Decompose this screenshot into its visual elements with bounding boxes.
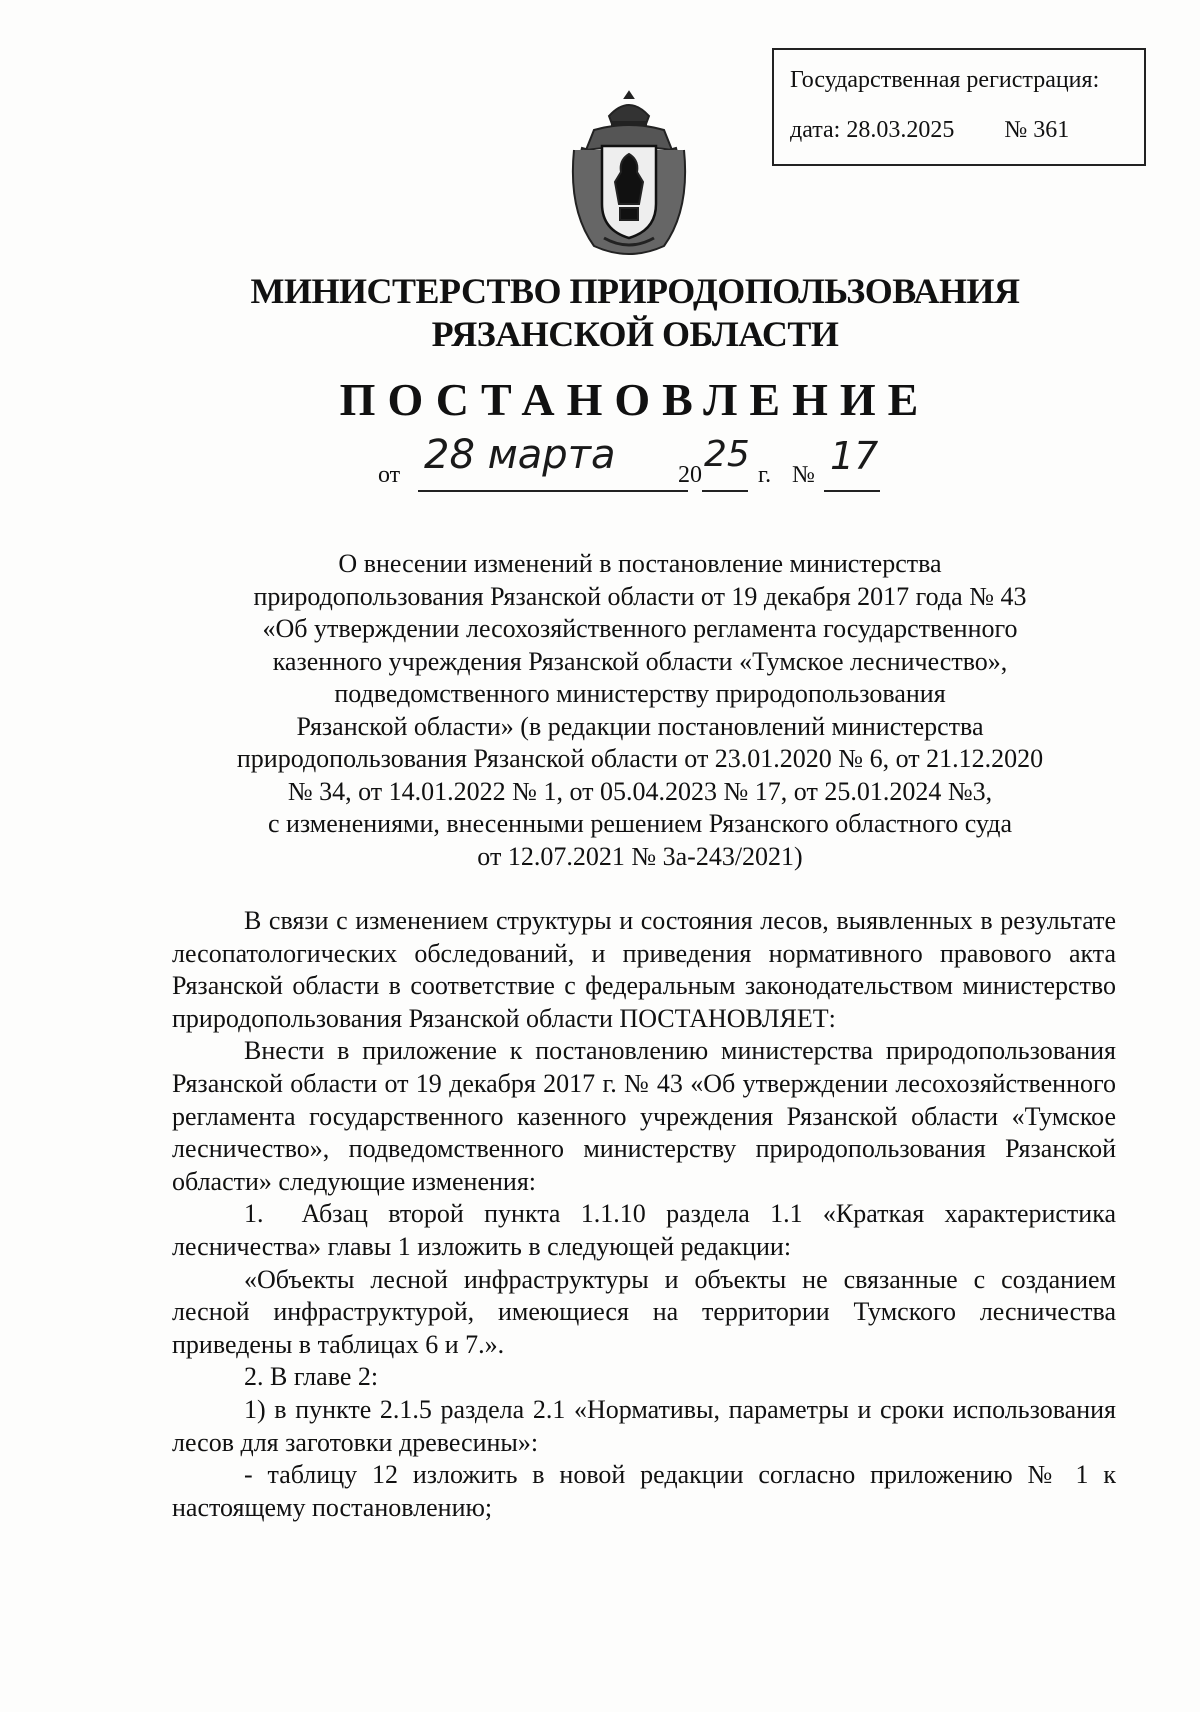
registration-date: дата: 28.03.2025 [790,117,955,143]
resolution-body [172,905,1116,1524]
handwritten-date: 28 марта [424,432,616,478]
number-sign: № [792,462,815,488]
item1-text: Абзац второй пункта 1.1.10 раздела 1.1 «Краткая характеристика лесничества» главы 1 изложить в следующей редакции: [172,1199,1116,1261]
number-underline [824,490,880,492]
subject-line: от 12.07.2021 № 3а-243/2021) [477,841,803,871]
year-label: г. [758,462,772,488]
ministry-name-line1: МИНИСТЕРСТВО ПРИРОДОПОЛЬЗОВАНИЯ [250,271,1020,311]
registration-title: Государственная регистрация: [790,67,1100,93]
registration-number: № 361 [1004,117,1070,143]
resolution-subject [160,548,1120,873]
ryazan-coat-of-arms-icon [564,88,694,258]
year-underline [702,490,748,492]
subject-line: с изменениями, внесенными решением Рязанского областного суда [267,809,1013,838]
handwritten-year: 25 [704,434,750,475]
subject-line: природопользования Рязанской области от 23.01.2020 № 6, от 21.12.2020 [236,744,1044,773]
registration-details [790,118,1144,142]
ministry-name [0,270,1200,356]
preamble-paragraph: В связи с изменением структуры и состояния лесов, выявленных в результате лесопатологических обследований, и приведения нормативного правового акта Рязанской области в соответствие с федеральным законодательством министерство природопользования Рязанской области ПОСТАНОВЛЯЕТ: [172,906,1116,1033]
registration-stamp [772,48,1146,166]
item1-paragraph [172,1198,1116,1263]
subject-line: «Об утверждении лесохозяйственного регламента государственного [262,614,1018,643]
subject-line: казенного учреждения Рязанской области «Тумское лесничество», [272,646,1008,676]
subject-line: Рязанской области» (в редакции постановлений министерства [296,711,984,741]
item1-quote: «Объекты лесной инфраструктуры и объекты не связанные с созданием лесной инфраструктурой, имеющиеся на территории Тумского лесничества приведены в таблицах 6 и 7.». [172,1264,1116,1359]
date-prefix: от [378,462,401,488]
date-underline [418,490,688,492]
handwritten-number: 17 [830,434,879,478]
subject-line: природопользования Рязанской области от 19 декабря 2017 года № 43 [253,581,1027,611]
item2-subitem1-bullet: - таблицу 12 изложить в новой редакции согласно приложению № 1 к настоящему постановлению; [172,1460,1116,1522]
document-type: ПОСТАНОВЛЕНИЕ [339,374,931,425]
item2-heading: 2. В главе 2: [244,1362,379,1392]
subject-line: О внесении изменений в постановление министерства [338,549,942,578]
intro-paragraph: Внести в приложение к постановлению министерства природопользования Рязанской области от 19 декабря 2017 г. № 43 «Об утверждении лесохозяйственного регламента государственного казенного учреждения Рязанской области «Тумское лесничество», подведомственного министерству природопользования Рязанской области» следующие изменения: [172,1036,1116,1196]
subject-line: № 34, от 14.01.2022 № 1, от 05.04.2023 № 17, от 25.01.2024 №3, [287,776,993,806]
item2-subitem1: 1) в пункте 2.1.5 раздела 2.1 «Нормативы, параметры и сроки использования лесов для заготовки древесины»: [172,1394,1116,1457]
year-prefix: 20 [678,462,702,488]
item1-number: 1. [244,1199,264,1229]
subject-line: подведомственного министерству природопользования [334,679,946,708]
ministry-name-line2: РЯЗАНСКОЙ ОБЛАСТИ [431,314,839,355]
